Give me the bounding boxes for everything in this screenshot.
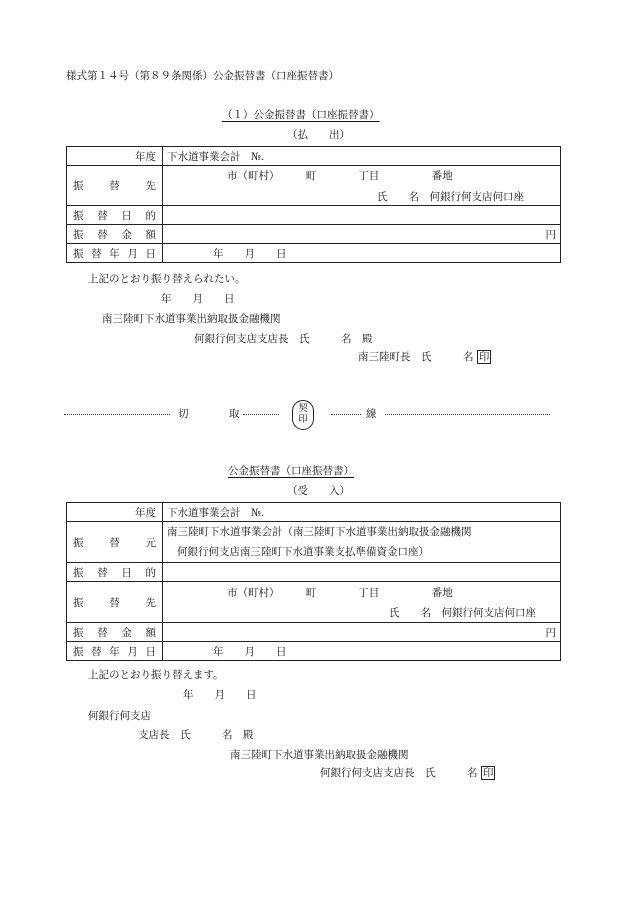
form-number-title: 様式第１４号（第８９条関係）公金振替書（口座振替書）: [66, 70, 339, 82]
receipt-date-line: 年 月 日: [183, 689, 257, 701]
receipt-row-year: [67, 503, 561, 522]
origin-field[interactable]: [163, 522, 561, 563]
origin-line-1: 南三陸町下水道事業会計（南三陸町下水道事業出納取扱金融機関: [167, 526, 472, 538]
seal-mark: 印: [478, 351, 490, 363]
year-value-field[interactable]: 下水道事業会計 №.: [163, 147, 561, 166]
amount-unit: 円: [545, 228, 556, 241]
cut-line-segment: [385, 414, 550, 415]
payout-subtitle: （払 出）: [287, 129, 350, 141]
receipt-row-origin: [67, 522, 561, 563]
receipt-row-date: [67, 642, 561, 661]
payout-title: （１）公金振替書（口座振替書）: [222, 109, 380, 121]
issuer-name: 南三陸町長 氏 名: [358, 351, 474, 363]
receipt-issuer-org: 南三陸町下水道事業出納取扱金融機関: [230, 749, 409, 761]
destination-label: 振 替 先: [67, 582, 163, 623]
receipt-row-amount: [67, 623, 561, 642]
payout-addressee: 何銀行何支店支店長 氏 名 殿: [194, 333, 373, 345]
payout-issuer: [358, 352, 491, 363]
amount-field[interactable]: [163, 623, 561, 642]
payout-row-purpose: [67, 206, 561, 225]
receipt-subtitle: （受 入）: [287, 485, 350, 497]
cut-line-segment: [243, 414, 279, 415]
destination-label: 振 替 先: [67, 166, 163, 206]
destination-field[interactable]: [163, 166, 561, 206]
receipt-row-destination: [67, 582, 561, 623]
amount-label: 振替金額: [67, 623, 163, 642]
cut-line-word-1: 切: [178, 408, 189, 420]
contract-seal: [292, 400, 314, 430]
cut-line-word-3: 線: [366, 408, 377, 420]
date-field[interactable]: 年 月 日: [163, 642, 561, 661]
year-label: 年度: [67, 147, 163, 166]
amount-field[interactable]: [163, 225, 561, 244]
receipt-issuer: [320, 768, 495, 779]
cut-line-segment: [64, 414, 170, 415]
destination-address: 市（町村） 町 丁目 番地: [227, 170, 453, 182]
destination-account: 氏 名 何銀行何支店何口座: [389, 607, 536, 619]
cut-line-word-2: 取: [229, 408, 240, 420]
destination-field[interactable]: [163, 582, 561, 623]
payout-statement: 上記のとおり振り替えられたい。: [88, 273, 246, 285]
amount-label: 振替金額: [67, 225, 163, 244]
payout-row-year: [67, 147, 561, 166]
year-label: 年度: [67, 503, 163, 522]
date-label: 振替年月日: [67, 244, 163, 263]
payout-table: [66, 146, 561, 263]
payout-row-date: [67, 244, 561, 263]
payout-addressee-org: 南三陸町下水道事業出納取扱金融機関: [102, 313, 281, 325]
receipt-addressee-org: 何銀行何支店: [88, 710, 151, 722]
origin-label: 振 替 元: [67, 522, 163, 563]
purpose-label: 振替日的: [67, 563, 163, 582]
cut-line-segment: [331, 414, 361, 415]
receipt-statement: 上記のとおり振り替えます。: [88, 669, 224, 681]
contract-seal-bottom: 印: [298, 414, 308, 426]
purpose-field[interactable]: [163, 563, 561, 582]
contract-seal-top: 契: [298, 403, 308, 414]
purpose-field[interactable]: [163, 206, 561, 225]
receipt-addressee: 支店長 氏 名 殿: [138, 729, 254, 741]
issuer-name: 何銀行何支店支店長 氏 名: [320, 767, 478, 779]
receipt-table: [66, 502, 561, 661]
amount-unit: 円: [545, 626, 556, 639]
receipt-row-purpose: [67, 563, 561, 582]
destination-address: 市（町村） 町 丁目 番地: [227, 587, 453, 599]
receipt-title: 公金振替書（口座振替書）: [228, 465, 354, 477]
date-label: 振替年月日: [67, 642, 163, 661]
payout-row-amount: [67, 225, 561, 244]
origin-line-2: 何銀行何支店南三陸町下水道事業支払準備資金口座）: [177, 546, 429, 558]
date-field[interactable]: 年 月 日: [163, 244, 561, 263]
purpose-label: 振替日的: [67, 206, 163, 225]
seal-mark: 印: [482, 767, 494, 779]
year-value-field[interactable]: 下水道事業会計 №.: [163, 503, 561, 522]
destination-account: 氏 名 何銀行何支店何口座: [377, 191, 524, 203]
payout-row-destination: [67, 166, 561, 206]
payout-date-line: 年 月 日: [161, 293, 235, 305]
